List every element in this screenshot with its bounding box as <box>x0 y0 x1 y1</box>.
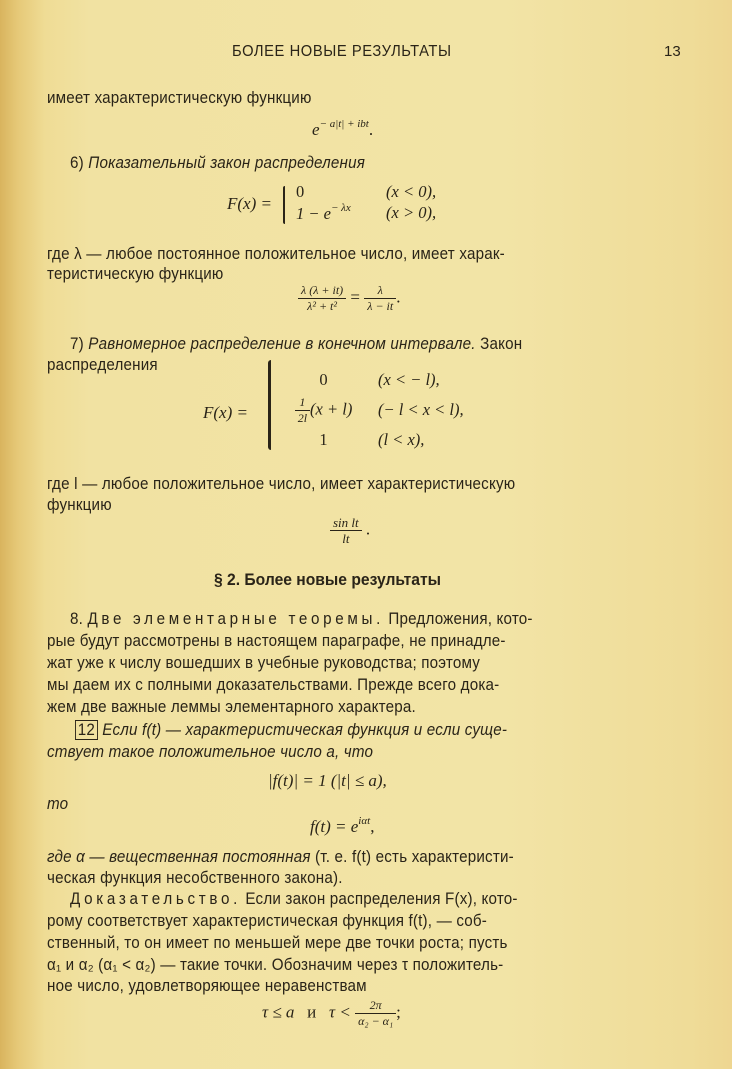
numerator: 1 <box>295 395 310 411</box>
item7-case-row <box>275 394 470 426</box>
item7-title-tail: Закон <box>480 335 523 353</box>
proof-inequality <box>262 998 401 1029</box>
formula-exponent: − a|t| + ibt <box>319 118 369 130</box>
denominator: α₂ − α₁ <box>358 1014 394 1028</box>
lemma-number-box: 12 <box>75 720 98 740</box>
lemma12-line2: ствует такое положительное число a, что <box>47 743 374 761</box>
item6-text-line1: где λ — любое постоянное положительное число, имеет харак- <box>47 245 505 263</box>
case-value: 0 <box>296 182 305 201</box>
formula-trail: . <box>365 519 371 539</box>
item7-lhs <box>203 403 248 423</box>
numerator: λ (λ + it) <box>298 283 346 299</box>
denominator: lt <box>342 531 350 546</box>
numerator: 2π <box>355 998 396 1014</box>
case-condition: (l < x), <box>378 430 425 449</box>
ineq-right: τ < <box>329 1002 351 1022</box>
proof-line1-rest: Если закон распределения F(x), кото- <box>245 890 518 908</box>
case-value: 1 <box>319 430 328 449</box>
proof-line1 <box>70 888 518 910</box>
lemma12-line4: ческая функция несобственного закона). <box>47 869 343 887</box>
page-number: 13 <box>664 43 681 60</box>
lemma12-line1 <box>75 719 507 741</box>
item7-text-line2: функцию <box>47 496 112 514</box>
numerator: sin lt <box>330 515 362 531</box>
formula-exponent: iαt <box>358 815 371 827</box>
item8-title: Две элементарные теоремы. <box>87 610 385 628</box>
item8-number: 8. <box>70 610 84 628</box>
equals-sign: = <box>350 287 360 307</box>
formula-trail: ; <box>396 1002 401 1022</box>
case-condition: (x > 0), <box>386 203 437 222</box>
case-condition: (x < − l), <box>378 370 440 389</box>
item7-heading <box>70 333 522 355</box>
case-value: 0 <box>319 370 328 389</box>
item7-case-row <box>275 366 470 394</box>
item6-cf-formula <box>298 283 400 314</box>
case-condition: (x < 0), <box>386 182 437 201</box>
item8-line: рые будут рассмотрены в настоящем параграфе, не принадле- <box>47 632 506 650</box>
case-value <box>275 394 372 426</box>
case-condition: (− l < x < l), <box>378 400 464 419</box>
lemma12-formula1: |f(t)| = 1 (|t| ≤ a), <box>268 771 387 790</box>
running-title: БОЛЕЕ НОВЫЕ РЕЗУЛЬТАТЫ <box>232 43 452 60</box>
lemma12-formula2 <box>310 815 374 837</box>
fraction <box>355 998 396 1029</box>
proof-line: α₁ и α₂ (α₁ < α₂) — такие точки. Обозначим через τ положитель- <box>47 956 504 974</box>
denominator: λ − it <box>367 299 394 313</box>
ineq-and: и <box>307 1002 317 1022</box>
formula-trail: . <box>396 287 401 307</box>
intro-text: имеет характеристическую функцию <box>47 89 312 107</box>
item8-line: жем две важные леммы элементарного характера. <box>47 698 416 716</box>
item7-brace <box>268 360 271 450</box>
item7-number: 7) <box>70 335 84 353</box>
formula-lhs: f(t) = e <box>310 817 359 836</box>
proof-line: ное число, удовлетворяющее неравенствам <box>47 977 367 995</box>
lemma12-line3-italic: где α — вещественная постоянная <box>47 848 311 866</box>
item6-text-line2: теристическую функцию <box>47 265 224 283</box>
formula-trail: , <box>370 817 375 836</box>
item8-line1 <box>70 608 533 630</box>
case-value <box>290 202 380 224</box>
denominator: λ² + t² <box>307 299 337 313</box>
item6-cases <box>290 182 442 224</box>
item7-lhs-text: F(x) = <box>203 403 248 422</box>
item6-heading <box>70 152 365 174</box>
case-value-base: 1 − e <box>296 204 331 223</box>
item8-line1-rest: Предложения, кото- <box>388 610 533 628</box>
formula-base: e <box>312 120 320 139</box>
fraction <box>295 395 310 426</box>
fraction <box>330 515 362 546</box>
item6-case-row <box>290 202 442 224</box>
case-value-rest: (x + l) <box>310 398 353 418</box>
case-value-exp: − λx <box>330 202 351 214</box>
fraction <box>364 283 396 314</box>
item7-title: Равномерное распределение в конечном интервале. <box>88 335 476 353</box>
formula-trail: . <box>368 120 374 139</box>
numerator: λ <box>364 283 396 299</box>
item7-cf-formula <box>330 515 370 546</box>
item6-brace <box>283 186 285 224</box>
proof-line: рому соответствует характеристическая функция f(t), — соб- <box>47 912 488 930</box>
item6-title: Показательный закон распределения <box>88 154 366 172</box>
lemma12-statement: Если f(t) — характеристическая функция и если суще- <box>102 721 508 739</box>
item7-line2: распределения <box>47 356 158 374</box>
item6-lhs <box>227 194 272 214</box>
proof-label: Доказательство. <box>70 890 242 908</box>
item6-number: 6) <box>70 154 84 172</box>
formula-cauchy-cf <box>312 118 373 140</box>
item7-case-row <box>275 426 470 454</box>
ineq-left: τ ≤ a <box>262 1002 295 1022</box>
fraction <box>298 283 346 314</box>
item8-line: жат уже к числу вошедших в учебные руководства; поэтому <box>47 654 481 672</box>
item6-case-row <box>290 182 442 202</box>
item6-lhs-text: F(x) = <box>227 194 272 213</box>
lemma12-line3 <box>47 846 514 868</box>
item8-line: мы даем их с полными доказательствами. Прежде всего дока- <box>47 676 500 694</box>
denominator: 2l <box>297 410 308 425</box>
section-heading: § 2. Более новые результаты <box>214 570 442 589</box>
item7-text-line1: где l — любое положительное число, имеет характеристическую <box>47 475 516 493</box>
lemma12-to: то <box>47 795 69 813</box>
lemma12-line3-rest: (т. е. f(t) есть характеристи- <box>310 848 514 866</box>
item7-cases <box>275 366 470 454</box>
proof-line: ственный, то он имеет по меньшей мере две точки роста; пусть <box>47 934 508 952</box>
